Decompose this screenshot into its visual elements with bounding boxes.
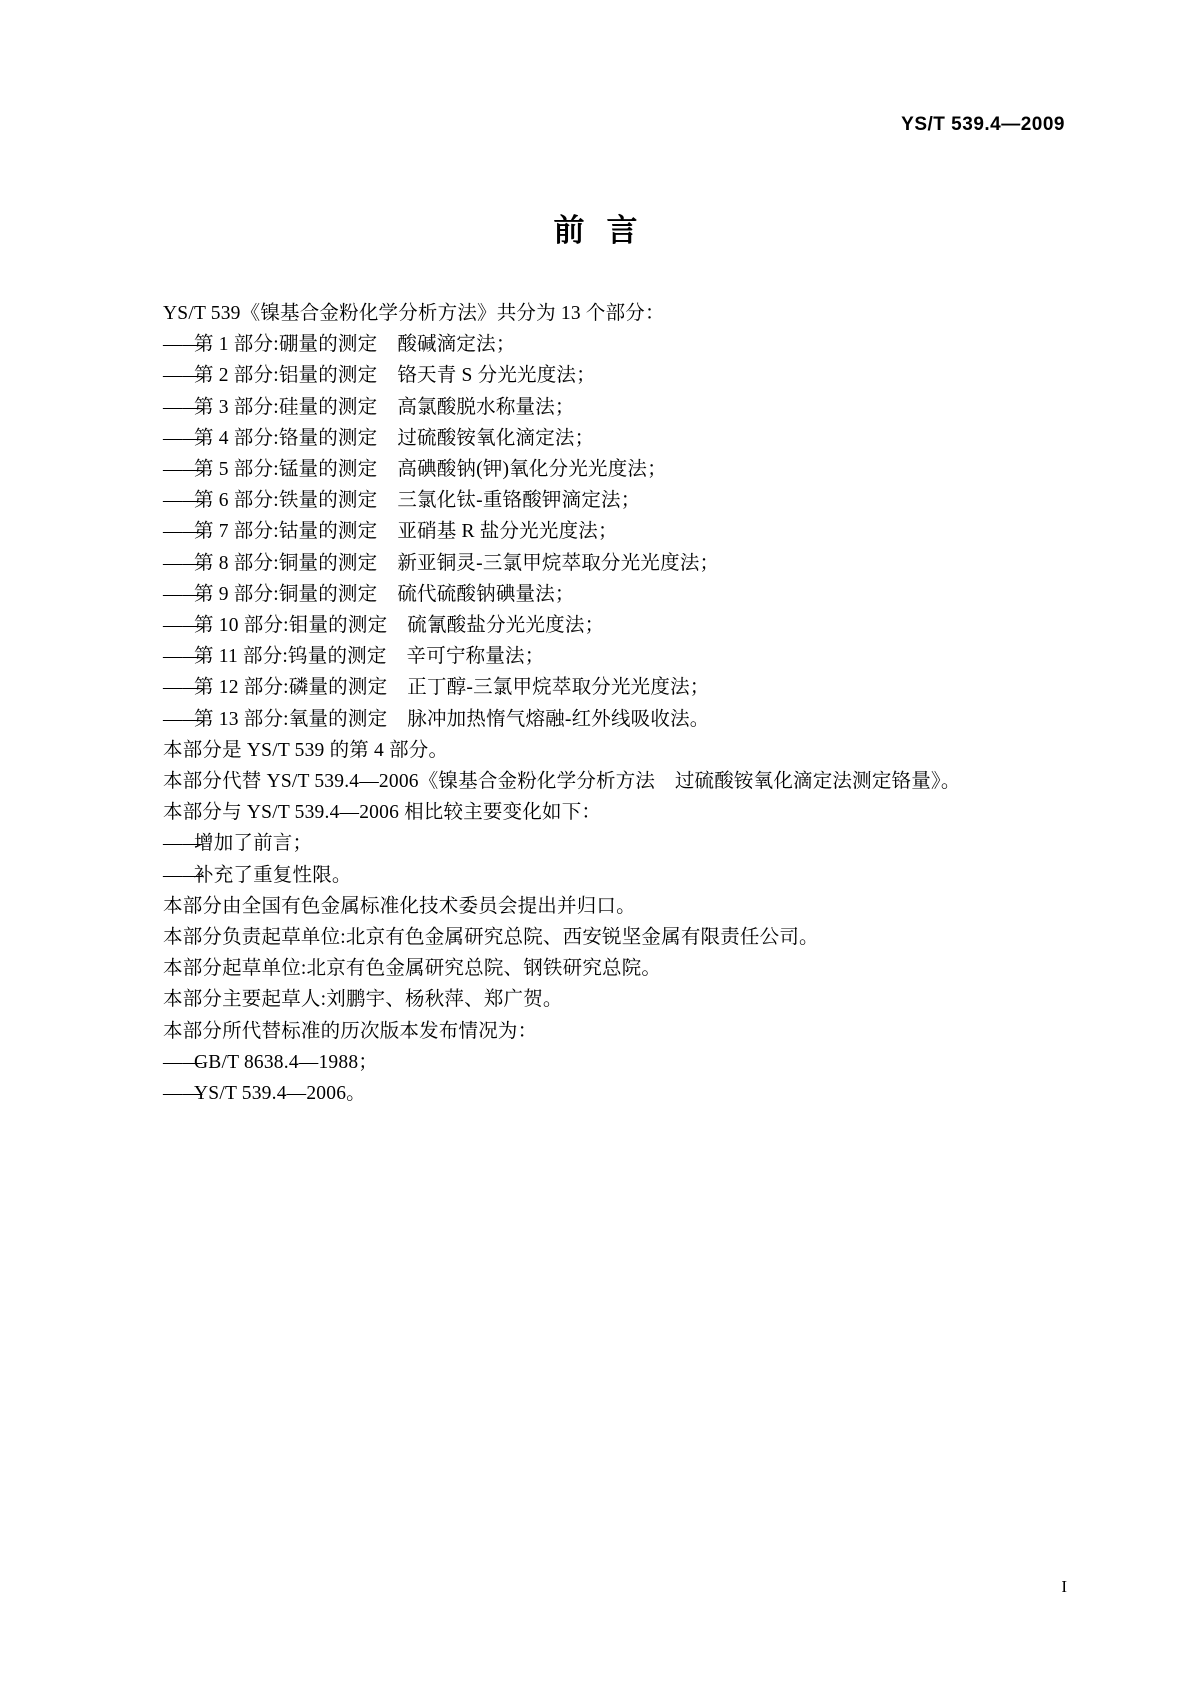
dash-marker: ——	[163, 396, 203, 418]
part-method: 高碘酸钠(钾)氧化分光光度法；	[397, 459, 667, 481]
history-text: GB/T 8638.4—1988；	[194, 1051, 378, 1073]
change-text: 补充了重复性限。	[194, 864, 352, 886]
part-label: 第 10 部分:钼量的测定	[194, 615, 388, 637]
page-title: 前言	[553, 213, 660, 248]
part-label: 第 1 部分:硼量的测定	[194, 334, 378, 356]
intro-line: YS/T 539《镍基合金粉化学分析方法》共分为 13 个部分：	[163, 303, 665, 324]
list-item	[163, 1078, 1029, 1109]
dash-marker: ——	[163, 708, 203, 730]
part-label: 第 3 部分:硅量的测定	[194, 396, 378, 418]
list-item	[163, 548, 1029, 579]
part-label: 第 5 部分:锰量的测定	[194, 459, 378, 481]
dash-marker: ——	[163, 583, 203, 605]
paragraph: 本部分负责起草单位:北京有色金属研究总院、西安锐坚金属有限责任公司。	[163, 927, 819, 949]
dash-marker: ——	[163, 427, 203, 449]
part-label: 第 11 部分:钨量的测定	[194, 646, 387, 668]
list-item	[163, 485, 1029, 516]
list-item	[163, 610, 1029, 641]
dash-marker: ——	[163, 490, 203, 512]
dash-marker: ——	[163, 521, 203, 543]
list-item	[163, 860, 1029, 891]
paragraph: 本部分起草单位:北京有色金属研究总院、钢铁研究总院。	[163, 958, 662, 980]
list-item	[163, 641, 1029, 672]
list-item	[163, 579, 1029, 610]
part-method: 硫氰酸盐分光光度法；	[407, 615, 605, 637]
foreword-body	[163, 298, 1029, 1109]
part-method: 亚硝基 R 盐分光光度法；	[397, 521, 618, 543]
dash-marker: ——	[163, 552, 203, 574]
history-text: YS/T 539.4—2006。	[194, 1083, 366, 1105]
part-method: 过硫酸铵氧化滴定法；	[397, 427, 595, 449]
part-method: 铬天青 S 分光光度法；	[397, 365, 596, 387]
list-item	[163, 516, 1029, 547]
list-item	[163, 828, 1029, 859]
list-item	[163, 360, 1029, 391]
dash-marker: ——	[163, 864, 203, 886]
list-item	[163, 704, 1029, 735]
paragraph: 本部分由全国有色金属标准化技术委员会提出并归口。	[163, 895, 636, 917]
part-method: 高氯酸脱水称量法；	[397, 396, 575, 418]
dash-marker: ——	[163, 646, 203, 668]
dash-marker: ——	[163, 1083, 203, 1105]
list-item	[163, 454, 1029, 485]
part-method: 三氯化钛-重铬酸钾滴定法；	[397, 490, 641, 512]
part-method: 硫代硫酸钠碘量法；	[397, 583, 575, 605]
dash-marker: ——	[163, 334, 203, 356]
paragraph: 本部分所代替标准的历次版本发布情况为：	[163, 1020, 538, 1042]
list-item	[163, 423, 1029, 454]
part-method: 新亚铜灵-三氯甲烷萃取分光光度法；	[397, 552, 720, 574]
paragraph: 本部分是 YS/T 539 的第 4 部分。	[163, 739, 449, 761]
list-item	[163, 392, 1029, 423]
list-item	[163, 329, 1029, 360]
part-label: 第 4 部分:铬量的测定	[194, 427, 378, 449]
paragraph: 本部分代替 YS/T 539.4—2006《镍基合金粉化学分析方法 过硫酸铵氧化滴定法测定铬量》。	[163, 771, 961, 793]
dash-marker: ——	[163, 1051, 203, 1073]
paragraph: 本部分与 YS/T 539.4—2006 相比较主要变化如下：	[163, 802, 602, 824]
part-label: 第 9 部分:铜量的测定	[194, 583, 378, 605]
list-item	[163, 1047, 1029, 1078]
dash-marker: ——	[163, 677, 203, 699]
part-label: 第 13 部分:氧量的测定	[194, 708, 388, 730]
dash-marker: ——	[163, 615, 203, 637]
part-label: 第 7 部分:钴量的测定	[194, 521, 378, 543]
dash-marker: ——	[163, 459, 203, 481]
part-label: 第 6 部分:铁量的测定	[194, 490, 378, 512]
part-method: 正丁醇-三氯甲烷萃取分光光度法；	[407, 677, 710, 699]
part-label: 第 12 部分:磷量的测定	[194, 677, 388, 699]
page-number: I	[1061, 1577, 1067, 1596]
part-method: 酸碱滴定法；	[397, 334, 516, 356]
paragraph: 本部分主要起草人:刘鹏宇、杨秋萍、郑广贺。	[163, 989, 563, 1011]
dash-marker: ——	[163, 365, 203, 387]
change-text: 增加了前言；	[194, 833, 313, 855]
list-item	[163, 672, 1029, 703]
page-header-standard-code: YS/T 539.4—2009	[901, 114, 1065, 135]
dash-marker: ——	[163, 833, 203, 855]
part-label: 第 2 部分:铝量的测定	[194, 365, 378, 387]
part-method: 脉冲加热惰气熔融-红外线吸收法。	[407, 708, 710, 730]
part-method: 辛可宁称量法；	[406, 646, 545, 668]
part-label: 第 8 部分:铜量的测定	[194, 552, 378, 574]
